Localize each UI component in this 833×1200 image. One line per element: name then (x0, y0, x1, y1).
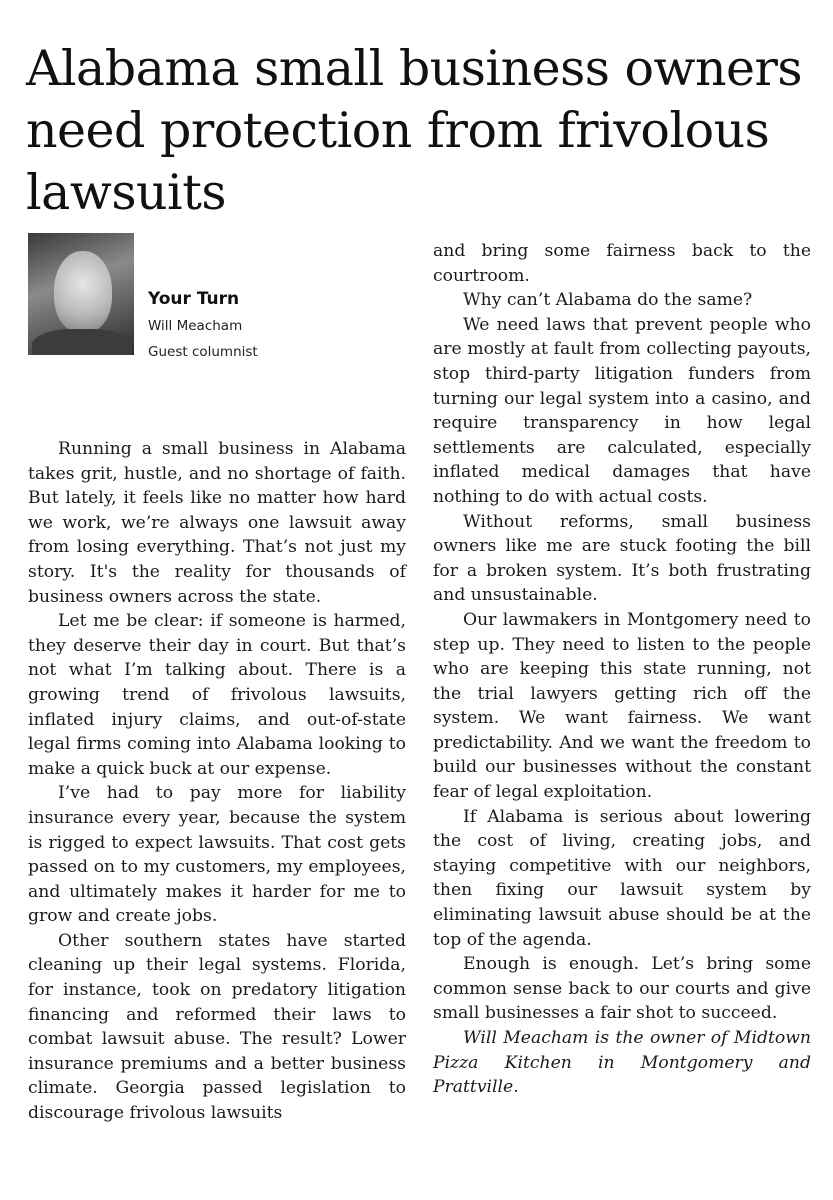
body-paragraph-continued: and bring some fairness back to the courtroom. (433, 241, 811, 286)
author-tagline: Will Meacham is the owner of Midtown Pizza Kitchen in Montgomery and Prattville. (433, 1028, 811, 1098)
body-paragraph: Running a small business in Alabama takes grit, hustle, and no shortage of faith. But lately, it feels like no matter how hard we work, we’re always one lawsuit away from losing everything. That’s not just my story. It's the reality for thousands of business owners across the state. (28, 439, 406, 607)
author-photo-head (54, 251, 112, 333)
headline: Alabama small business owners need protection from frivolous lawsuits (26, 40, 803, 221)
section-tag: Your Turn (148, 289, 240, 309)
author-role: Guest columnist (148, 344, 258, 360)
author-photo-shirt (32, 329, 132, 355)
author-name: Will Meacham (148, 318, 243, 334)
body-paragraph: If Alabama is serious about lowering the cost of living, creating jobs, and staying competitive with our neighbors, then fixing our lawsuit system by eliminating lawsuit abuse should be at the top of the agenda. (433, 806, 811, 950)
body-paragraph: Enough is enough. Let’s bring some common sense back to our courts and give small businesses a fair shot to succeed. (433, 954, 811, 1024)
byline-block (28, 233, 408, 383)
body-paragraph: I’ve had to pay more for liability insurance every year, because the system is rigged to expect lawsuits. That cost gets passed on to my customers, my employees, and ultimately makes it harder for me to grow and create jobs. (28, 783, 406, 927)
body-paragraph: Without reforms, small business owners like me are stuck footing the bill for a broken system. It’s both frustrating and unsustainable. (433, 511, 811, 606)
article-column-left (28, 437, 406, 1126)
body-paragraph: Our lawmakers in Montgomery need to step up. They need to listen to the people who are keeping this state running, not the trial lawyers getting rich off the system. We want fairness. We want predictability. And we want the freedom to build our businesses without the constant fear of legal exploitation. (433, 609, 811, 803)
article-column-right (433, 239, 811, 1100)
body-paragraph: Why can’t Alabama do the same? (463, 290, 753, 311)
body-paragraph: Other southern states have started cleaning up their legal systems. Florida, for instance, took on predatory litigation financing and reformed their laws to combat lawsuit abuse. The result? Lower insurance premiums and a better business climate. Georgia passed legislation to discourage frivolous lawsuits (28, 930, 406, 1124)
body-paragraph: We need laws that prevent people who are mostly at fault from collecting payouts, stop third-party litigation funders from turning our legal system into a casino, and require transparency in how legal settlements are calculated, especially inflated medical damages that have nothing to do with actual costs. (433, 314, 811, 507)
author-photo (28, 233, 134, 355)
body-paragraph: Let me be clear: if someone is harmed, they deserve their day in court. But that’s not what I’m talking about. There is a growing trend of frivolous lawsuits, inflated injury claims, and out-of-state legal firms coming into Alabama looking to make a quick buck at our expense. (28, 611, 406, 779)
